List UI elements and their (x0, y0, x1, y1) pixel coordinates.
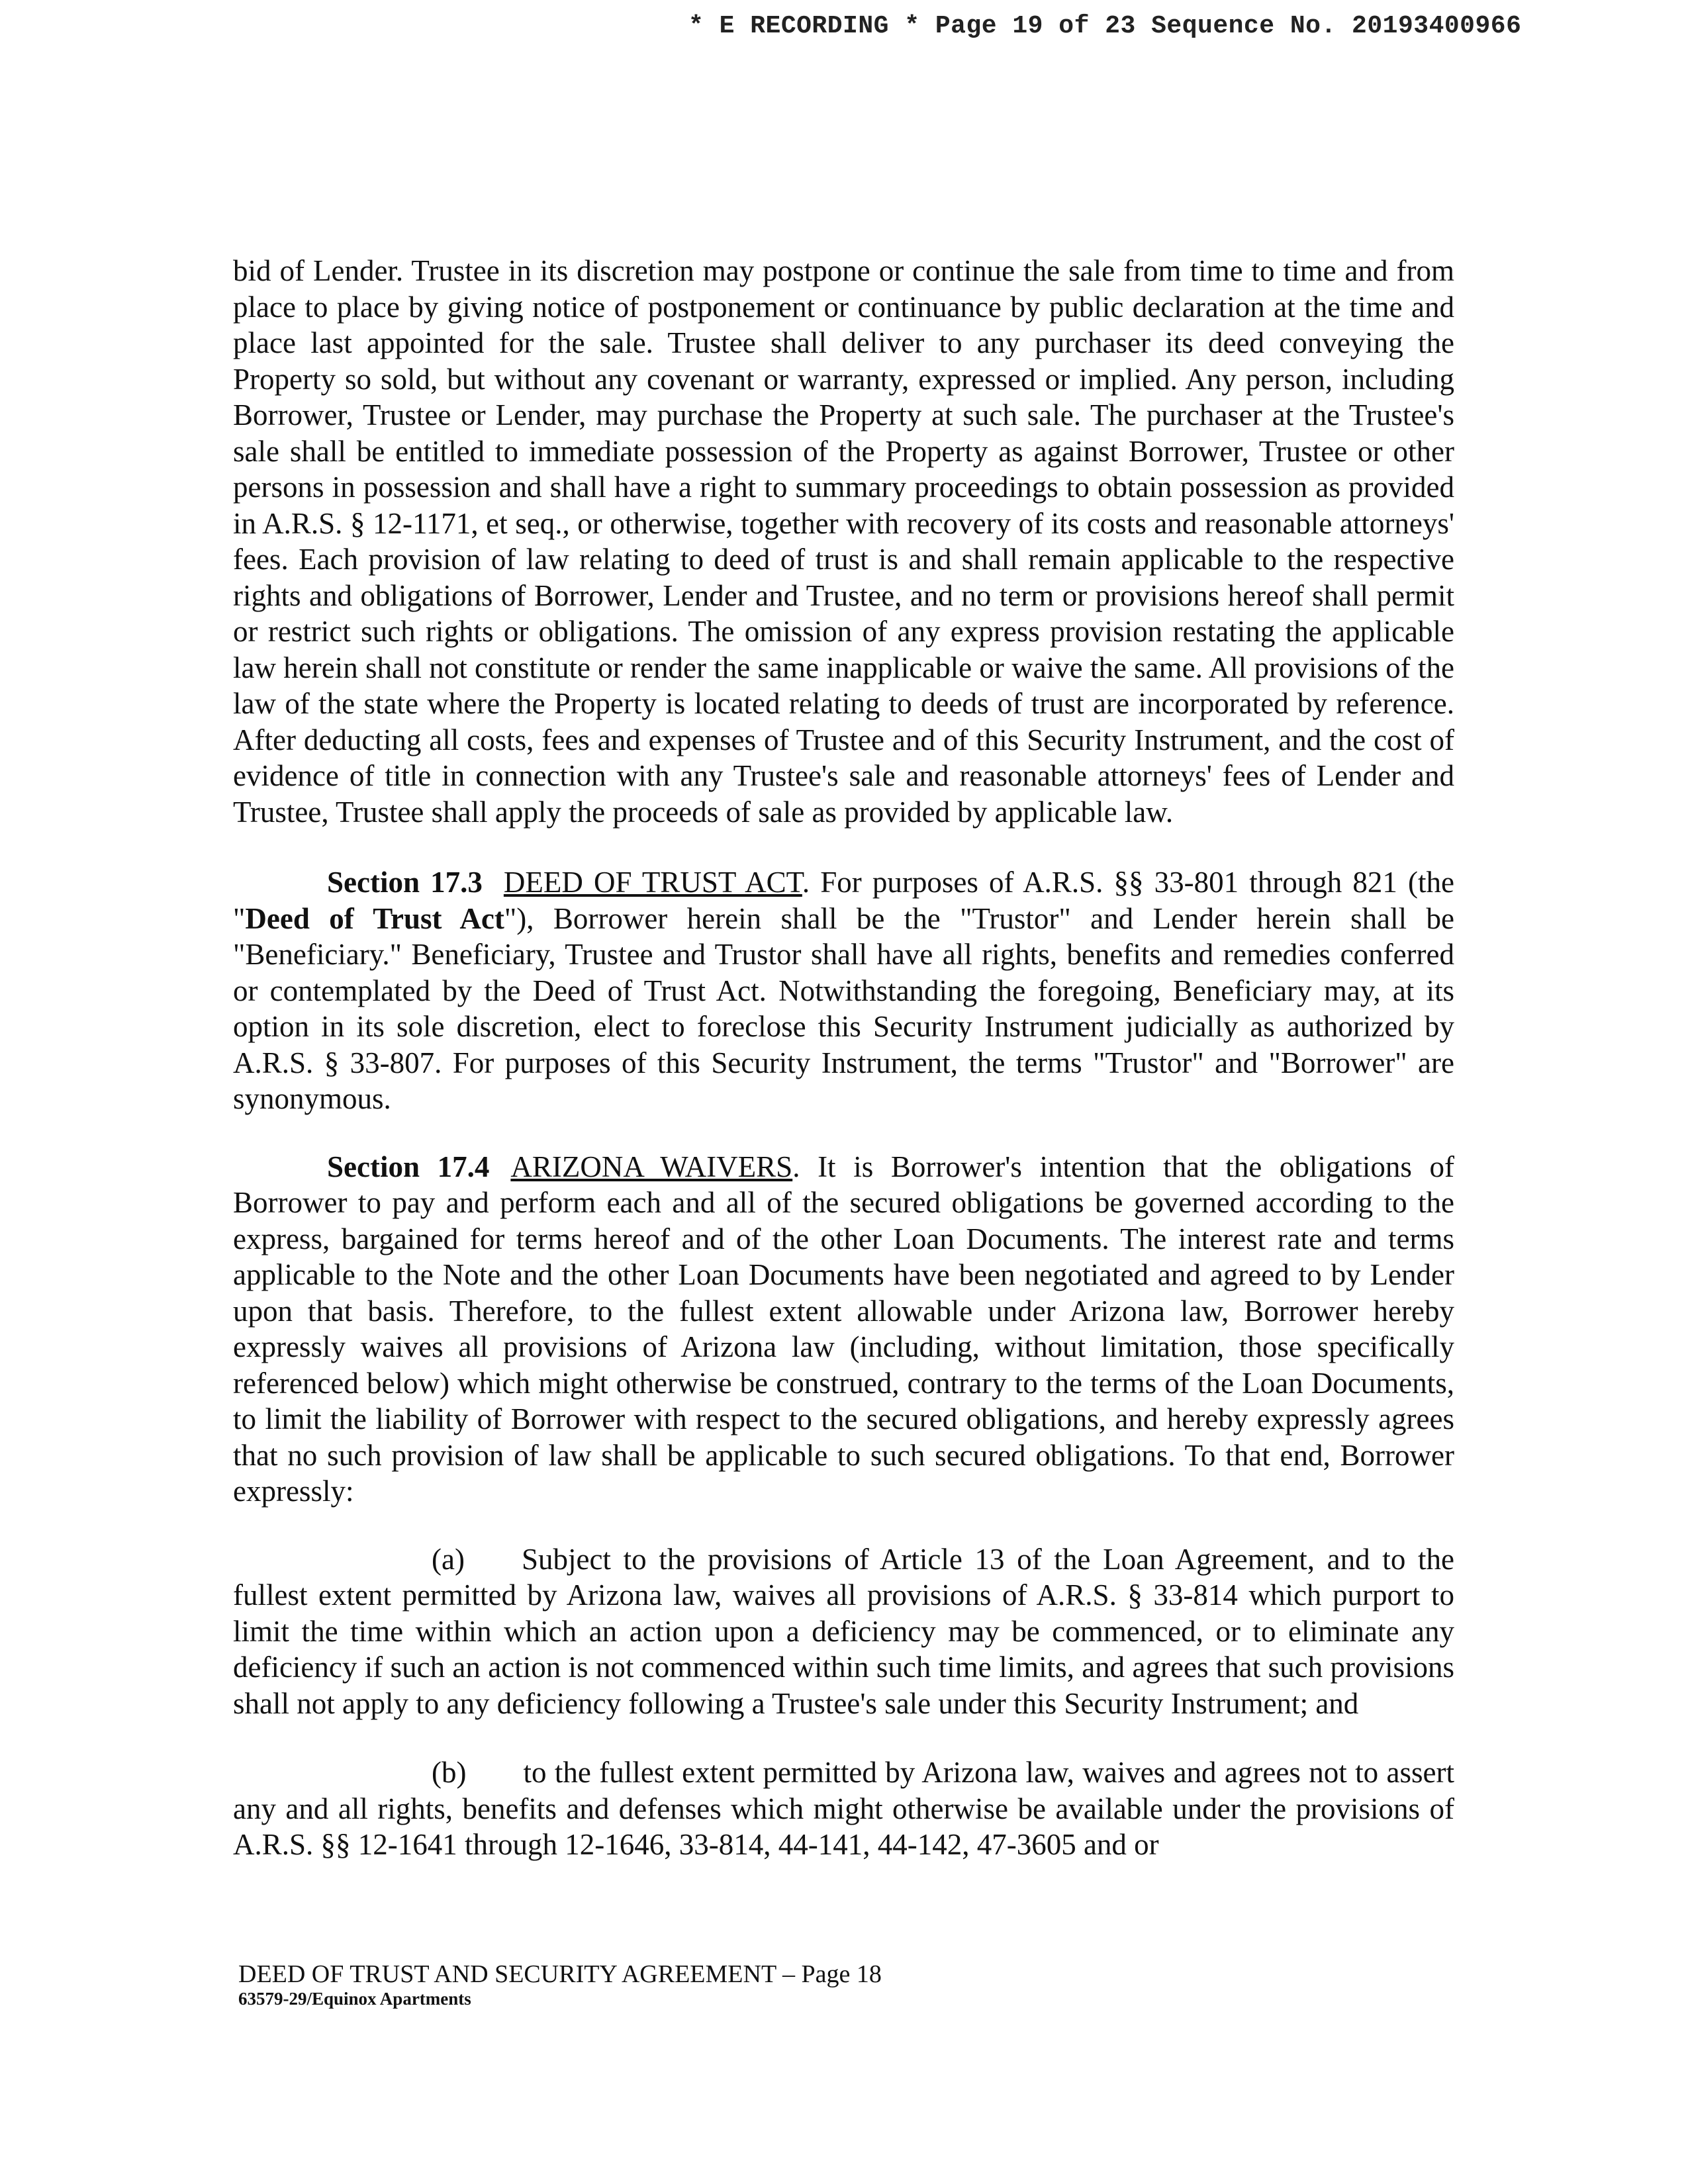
item-a-text: Subject to the provisions of Article 13 of the Loan Agreement, and to the fullest extent permitted by Arizona law, waives all provisions of A.R.S. § 33-814 which purport to limit the time within which an action upon a deficiency may be commenced, or to eliminate any deficiency if such an action is not commenced within such time limits, and agrees that such provisions shall not apply to any deficiency following a Trustee's sale under this Security Instrument; and (233, 1542, 1454, 1720)
item-b-marker: (b) (432, 1756, 467, 1789)
section-17-4-label: Section 17.4 (327, 1150, 490, 1183)
section-17-3-text-a: . For purposes of A.R.S. §§ 33-801 through 821 (the " (233, 866, 1454, 935)
section-17-4-paragraph (233, 1149, 1454, 1510)
item-a-paragraph (233, 1541, 1454, 1722)
document-body (233, 253, 1454, 1863)
section-17-3-label: Section 17.3 (327, 866, 483, 899)
item-b-text: to the fullest extent permitted by Arizona law, waives and agrees not to assert any and all rights, benefits and defenses which might otherwise be available under the provisions of A.R.S. §§ 12-1641 through 12-1646, 33-814, 44-141, 44-142, 47-3605 and or (233, 1756, 1454, 1861)
section-17-3-paragraph (233, 864, 1454, 1117)
page-footer (238, 1960, 882, 2009)
paragraph-sale-continuation: bid of Lender. Trustee in its discretion may postpone or continue the sale from time to time and from place to place by giving notice of postponement or continuance by public declaration at the time and place last appointed for the sale. Trustee shall deliver to any purchaser its deed conveying the Property so sold, but without any covenant or warranty, expressed or implied. Any person, including Borrower, Trustee or Lender, may purchase the Property at such sale. The purchaser at the Trustee's sale shall be entitled to immediate possession of the Property as against Borrower, Trustee or other persons in possession and shall have a right to summary proceedings to obtain possession as provided in A.R.S. § 12-1171, et seq., or otherwise, together with recovery of its costs and reasonable attorneys' fees. Each provision of law relating to deed of trust is and shall remain applicable to the respective rights and obligations of Borrower, Lender and Trustee, and no term or provisions hereof shall permit or restrict such rights or obligations. The omission of any express provision restating the applicable law herein shall not constitute or render the same inapplicable or waive the same. All provisions of the law of the state where the Property is located relating to deeds of trust are incorporated by reference. After deducting all costs, fees and expenses of Trustee and of this Security Instrument, and the cost of evidence of title in connection with any Trustee's sale and reasonable attorneys' fees of Lender and Trustee, Trustee shall apply the proceeds of sale as provided by applicable law. (233, 254, 1454, 829)
item-b-paragraph (233, 1754, 1454, 1863)
footer-reference: 63579-29/Equinox Apartments (238, 1989, 471, 2009)
section-17-4-text: . It is Borrower's intention that the obligations of Borrower to pay and perform each and all of the secured obligations be governed according to the express, bargained for terms hereof and of the other Loan Documents. The interest rate and terms applicable to the Note and the other Loan Documents have been negotiated and agreed to by Lender upon that basis. Therefore, to the fullest extent allowable under Arizona law, Borrower hereby expressly waives all provisions of Arizona law (including, without limitation, those specifically referenced below) which might otherwise be construed, contrary to the terms of the Loan Documents, to limit the liability of Borrower with respect to the secured obligations, and hereby expressly agrees that no such provision of law shall be applicable to such secured obligations. To that end, Borrower expressly: (233, 1150, 1454, 1508)
recording-header: * E RECORDING * Page 19 of 23 Sequence No. 20193400966 (688, 12, 1522, 40)
section-17-3-text-b: "), Borrower herein shall be the "Trustor" and Lender herein shall be "Beneficiary." Beneficiary, Trustee and Trustor shall have all rights, benefits and remedies conferred or contemplated by the Deed of Trust Act. Notwithstanding the foregoing, Beneficiary may, at its option in its sole discretion, elect to foreclose this Security Instrument judicially as authorized by A.R.S. § 33-807. For purposes of this Security Instrument, the terms "Trustor" and "Borrower" are synonymous. (233, 901, 1454, 1115)
deed-of-trust-act-term: Deed of Trust Act (245, 901, 504, 935)
section-17-3-title: DEED OF TRUST ACT (503, 866, 802, 899)
footer-title: DEED OF TRUST AND SECURITY AGREEMENT – Page 18 (238, 1960, 882, 1988)
section-17-4-title: ARIZONA WAIVERS (510, 1150, 793, 1183)
item-a-marker: (a) (432, 1542, 465, 1576)
